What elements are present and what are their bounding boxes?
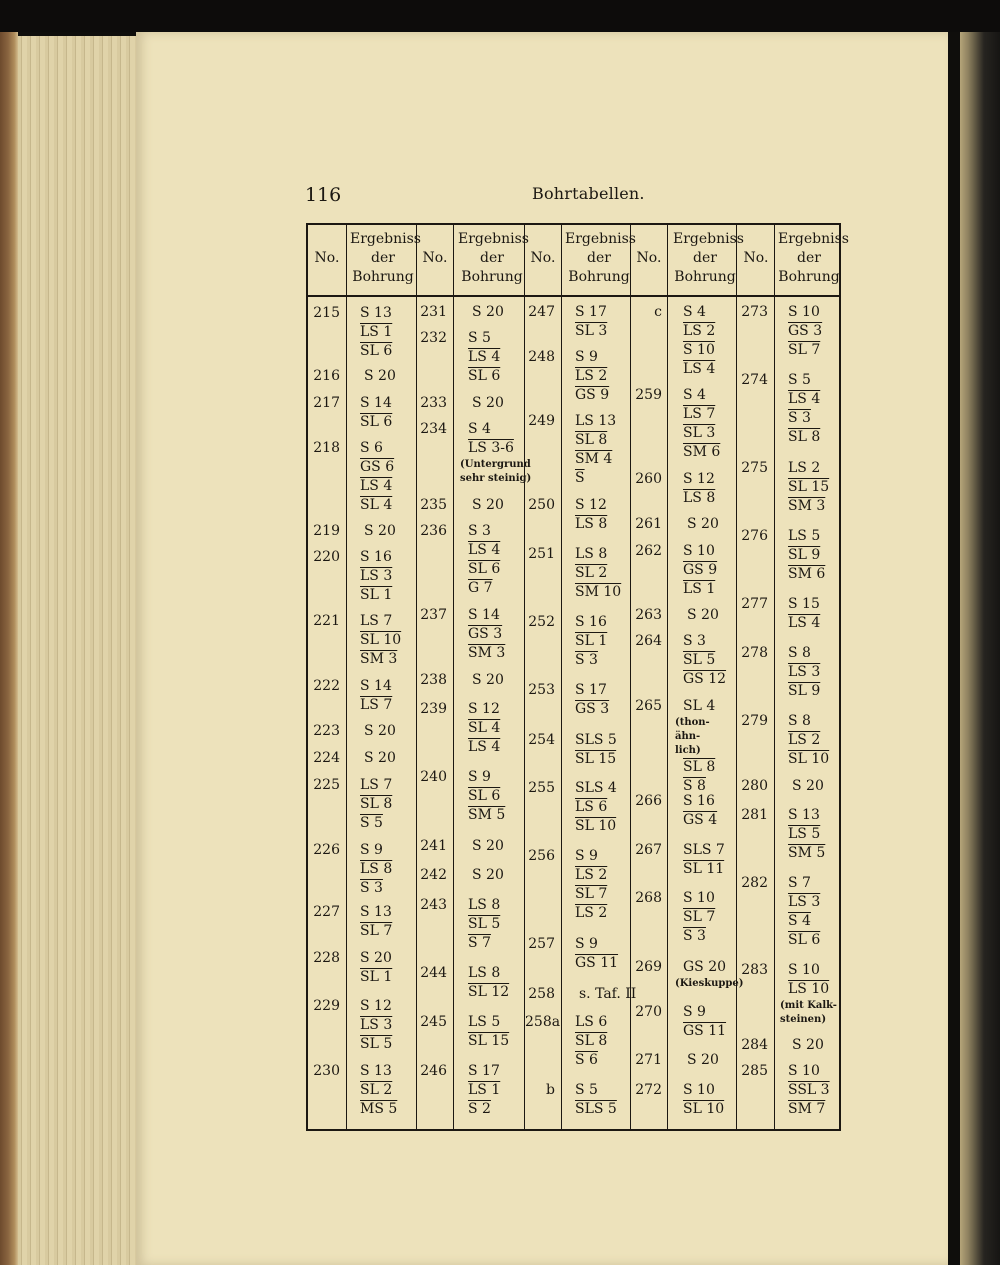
bore-number: 253	[528, 682, 555, 698]
stratum-entry: S 16	[575, 614, 607, 630]
bore-number: 254	[528, 732, 555, 748]
bore-number: 232	[420, 330, 447, 346]
stratum-entry: GS 3	[575, 701, 610, 717]
stratum-entry: GS 12	[683, 671, 727, 687]
column-rule	[453, 225, 454, 1129]
stratum-entry: $\overline{S}$	[575, 470, 585, 486]
stratum-entry: SM 5	[788, 845, 826, 861]
bore-number: 266	[635, 793, 662, 809]
stratum-entry: SM 5	[468, 807, 506, 823]
stratum-entry: sehr steinig)	[460, 473, 532, 484]
stratum-entry: S 20	[360, 950, 392, 966]
stratum-entry: S 20	[687, 607, 719, 623]
stratum-entry: SL 7	[683, 909, 716, 925]
bore-number: 216	[313, 368, 340, 384]
stratum-entry: SL 4	[683, 698, 716, 714]
bore-number: 243	[420, 897, 447, 913]
stratum-entry: S 5	[788, 372, 811, 388]
bore-number: 265	[635, 698, 662, 714]
bore-number: 236	[420, 523, 447, 539]
stratum-entry: S 10	[788, 304, 820, 320]
next-page-edge	[960, 32, 1000, 1265]
bore-number: 283	[741, 962, 768, 978]
header-result: der	[587, 250, 611, 266]
stratum-entry: LS 2	[575, 867, 608, 883]
stratum-entry: G 7	[468, 580, 493, 596]
stratum-entry: S 6	[575, 1052, 598, 1068]
stratum-entry: SL 5	[683, 652, 716, 668]
bore-number: 269	[635, 959, 662, 975]
bore-number: 227	[313, 904, 340, 920]
bore-number: 262	[635, 543, 662, 559]
stratum-entry: LS 3	[360, 1017, 393, 1033]
stratum-entry: S 20	[792, 778, 824, 794]
bore-number: 263	[635, 607, 662, 623]
stratum-entry: s. Taf. II	[579, 986, 637, 1002]
stratum-entry: SSL 3	[788, 1082, 830, 1098]
stratum-entry: GS 3	[468, 626, 503, 642]
bore-number: 223	[313, 723, 340, 739]
stratum-entry: S 12	[683, 471, 715, 487]
stratum-entry: SM 3	[360, 651, 398, 667]
header-result: der	[693, 250, 717, 266]
column-rule	[561, 225, 562, 1129]
bore-number: 256	[528, 848, 555, 864]
bore-number: 218	[313, 440, 340, 456]
stratum-entry: SLS 5	[575, 732, 617, 748]
stratum-entry: S 4	[468, 421, 491, 437]
stratum-entry: LS 7	[360, 777, 393, 793]
stratum-entry: S 14	[468, 607, 500, 623]
bore-number: 244	[420, 965, 447, 981]
header-result: Bohrung	[674, 269, 736, 285]
stratum-entry: SL 15	[575, 751, 617, 767]
stratum-entry: LS 2	[575, 368, 608, 384]
header-result: Bohrung	[778, 269, 840, 285]
stratum-entry: SM 4	[575, 451, 613, 467]
stratum-entry: LS 8	[468, 897, 501, 913]
stratum-entry: LS 4	[468, 349, 501, 365]
stratum-entry: SL 6	[360, 414, 393, 430]
bore-number: c	[654, 304, 662, 320]
stratum-entry: SL 1	[360, 969, 393, 985]
stratum-entry: SL 6	[468, 788, 501, 804]
stratum-entry: SL 5	[468, 916, 501, 932]
bore-number: 215	[313, 305, 340, 321]
stratum-entry: S 20	[472, 395, 504, 411]
stratum-entry: GS 3	[788, 323, 823, 339]
bore-number: 240	[420, 769, 447, 785]
header-result: Ergebniss	[458, 231, 529, 247]
stratum-entry: S 14	[360, 395, 392, 411]
bore-number: 248	[528, 349, 555, 365]
stratum-entry: S 9	[575, 936, 598, 952]
stratum-entry: SL 12	[468, 984, 510, 1000]
stratum-entry: S 12	[575, 497, 607, 513]
stratum-entry: GS 20	[683, 959, 727, 975]
stratum-entry: SL 4	[468, 720, 501, 736]
bore-number: 282	[741, 875, 768, 891]
bore-number: 229	[313, 998, 340, 1014]
stratum-entry: SL 8	[575, 432, 608, 448]
stratum-entry: S 4	[683, 387, 706, 403]
stratum-entry: ähn-	[675, 731, 701, 742]
stratum-entry: LS 2	[788, 732, 821, 748]
bore-number: 264	[635, 633, 662, 649]
stratum-entry: SM 10	[575, 584, 622, 600]
scan-top-strip	[0, 0, 1000, 32]
header-result: Ergebniss	[565, 231, 636, 247]
bore-number: 230	[313, 1063, 340, 1079]
stratum-entry: LS 6	[575, 799, 608, 815]
bore-number: 247	[528, 304, 555, 320]
stratum-entry: S 12	[360, 998, 392, 1014]
stratum-entry: S 14	[360, 678, 392, 694]
bore-number: 231	[420, 304, 447, 320]
header-result: Bohrung	[568, 269, 630, 285]
bore-number: b	[546, 1082, 555, 1098]
stratum-entry: S 13	[360, 305, 392, 321]
stratum-entry: LS 7	[360, 697, 393, 713]
bore-number: 220	[313, 549, 340, 565]
bore-number: 222	[313, 678, 340, 694]
header-result: Ergebniss	[673, 231, 744, 247]
stratum-entry: LS 1	[360, 324, 393, 340]
bore-number: 250	[528, 497, 555, 513]
stratum-entry: S 8	[683, 778, 706, 794]
stratum-entry: SL 8	[683, 759, 716, 775]
stratum-entry: S 13	[360, 1063, 392, 1079]
bore-number: 224	[313, 750, 340, 766]
bore-number: 278	[741, 645, 768, 661]
stratum-entry: LS 1	[683, 581, 716, 597]
stratum-entry: LS 7	[360, 613, 393, 629]
stratum-entry: S 7	[468, 935, 491, 951]
stratum-entry: S 12	[468, 701, 500, 717]
stratum-entry: SLS 7	[683, 842, 725, 858]
stratum-entry: S 16	[360, 549, 392, 565]
stratum-entry: S 3	[468, 523, 491, 539]
stratum-entry: SM 3	[468, 645, 506, 661]
stratum-entry: S 8	[788, 645, 811, 661]
bore-number: 258	[528, 986, 555, 1002]
stratum-entry: LS 2	[683, 323, 716, 339]
stratum-entry: S 7	[788, 875, 811, 891]
stratum-entry: SL 10	[575, 818, 617, 834]
stratum-entry: S 10	[683, 890, 715, 906]
header-result: Ergebniss	[350, 231, 421, 247]
stratum-entry: (mit Kalk-	[780, 1000, 837, 1011]
stratum-entry: S 3	[788, 410, 811, 426]
stratum-entry: S 20	[364, 368, 396, 384]
bore-number: 261	[635, 516, 662, 532]
bore-number: 285	[741, 1063, 768, 1079]
stratum-entry: SL 15	[788, 479, 830, 495]
stratum-entry: SLS 5	[575, 1101, 617, 1117]
stratum-entry: GS 4	[683, 812, 718, 828]
stratum-entry: S 20	[687, 1052, 719, 1068]
stratum-entry: LS 1	[468, 1082, 501, 1098]
bore-number: 246	[420, 1063, 447, 1079]
bore-number: 245	[420, 1014, 447, 1030]
bore-number: 239	[420, 701, 447, 717]
stratum-entry: LS 3-6	[468, 440, 514, 456]
stratum-entry: steinen)	[780, 1014, 827, 1025]
stratum-entry: S 9	[575, 349, 598, 365]
stratum-entry: SL 15	[468, 1033, 510, 1049]
bore-number: 281	[741, 807, 768, 823]
stratum-entry: (thon-	[675, 717, 710, 728]
stratum-entry: S 20	[364, 750, 396, 766]
stratum-entry: S 17	[575, 304, 607, 320]
stratum-entry: SL 5	[360, 1036, 393, 1052]
stratum-entry: GS 11	[683, 1023, 727, 1039]
stratum-entry: SL 2	[360, 1082, 393, 1098]
bore-number: 252	[528, 614, 555, 630]
stratum-entry: LS 4	[788, 391, 821, 407]
header-result: der	[480, 250, 504, 266]
stratum-entry: LS 8	[468, 965, 501, 981]
stratum-entry: S 10	[788, 962, 820, 978]
bore-number: 268	[635, 890, 662, 906]
stratum-entry: S 3	[683, 633, 706, 649]
stratum-entry: S 9	[468, 769, 491, 785]
stratum-entry: LS 3	[788, 894, 821, 910]
book-spine-edge	[0, 32, 18, 1265]
stratum-entry: LS 10	[788, 981, 830, 997]
bore-number: 249	[528, 413, 555, 429]
stratum-entry: (Untergrund	[460, 459, 531, 470]
stratum-entry: SL 6	[468, 368, 501, 384]
stratum-entry: S 4	[788, 913, 811, 929]
stratum-entry: S 10	[788, 1063, 820, 1079]
stratum-entry: GS 9	[683, 562, 718, 578]
bore-number: 219	[313, 523, 340, 539]
bore-number: 255	[528, 780, 555, 796]
bore-number: 228	[313, 950, 340, 966]
header-no: No.	[422, 250, 448, 266]
stratum-entry: GS 9	[575, 387, 610, 403]
stratum-entry: SL 8	[788, 429, 821, 445]
stratum-entry: S 13	[788, 807, 820, 823]
stratum-entry: SLS 4	[575, 780, 617, 796]
bore-number: 225	[313, 777, 340, 793]
stratum-entry: SL 7	[788, 342, 821, 358]
stratum-entry: SL 3	[683, 425, 716, 441]
stratum-entry: S 20	[364, 723, 396, 739]
bore-number: 217	[313, 395, 340, 411]
header-no: No.	[636, 250, 662, 266]
bore-number: 238	[420, 672, 447, 688]
stratum-entry: S 10	[683, 1082, 715, 1098]
stratum-entry: LS 5	[468, 1014, 501, 1030]
stratum-entry: GS 11	[575, 955, 619, 971]
bore-number: 234	[420, 421, 447, 437]
bore-number: 274	[741, 372, 768, 388]
stratum-entry: SM 6	[683, 444, 721, 460]
bore-number: 221	[313, 613, 340, 629]
stratum-entry: SM 3	[788, 498, 826, 514]
stratum-entry: SL 7	[575, 886, 608, 902]
stratum-entry: SL 8	[360, 796, 393, 812]
stratum-entry: SL 10	[683, 1101, 725, 1117]
stratum-entry: LS 4	[788, 615, 821, 631]
bore-number: 284	[741, 1037, 768, 1053]
stratum-entry: S 20	[687, 516, 719, 532]
stratum-entry: S 17	[468, 1063, 500, 1079]
bore-number: 241	[420, 838, 447, 854]
stratum-entry: S 13	[360, 904, 392, 920]
stratum-entry: SL 6	[468, 561, 501, 577]
stratum-entry: LS 7	[683, 406, 716, 422]
stratum-entry: LS 13	[575, 413, 617, 429]
stratum-entry: S 20	[472, 672, 504, 688]
column-rule	[346, 225, 347, 1129]
stratum-entry: LS 8	[360, 861, 393, 877]
stratum-entry: LS 4	[468, 739, 501, 755]
stratum-entry: S 3	[575, 652, 598, 668]
bore-number: 226	[313, 842, 340, 858]
bore-number: 279	[741, 713, 768, 729]
bore-number: 258a	[525, 1014, 561, 1030]
stratum-entry: SM 6	[788, 566, 826, 582]
stratum-entry: SL 4	[360, 497, 393, 513]
header-result: der	[371, 250, 395, 266]
bore-number: 242	[420, 867, 447, 883]
bore-number: 272	[635, 1082, 662, 1098]
stratum-entry: S 20	[472, 304, 504, 320]
stratum-entry: SL 10	[788, 751, 830, 767]
stratum-entry: S 8	[788, 713, 811, 729]
stratum-entry: SL 2	[575, 565, 608, 581]
stratum-entry: S 20	[472, 867, 504, 883]
stratum-entry: SL 7	[360, 923, 393, 939]
bore-number: 276	[741, 528, 768, 544]
bore-number: 257	[528, 936, 555, 952]
stratum-entry: SL 10	[360, 632, 402, 648]
page-stack	[18, 36, 136, 1265]
stratum-entry: LS 2	[788, 460, 821, 476]
header-no: No.	[743, 250, 769, 266]
stratum-entry: S 9	[683, 1004, 706, 1020]
stratum-entry: S 20	[472, 497, 504, 513]
stratum-entry: S 10	[683, 543, 715, 559]
bore-number: 271	[635, 1052, 662, 1068]
stratum-entry: SL 11	[683, 861, 725, 877]
stratum-entry: S 3	[360, 880, 383, 896]
stratum-entry: LS 5	[788, 528, 821, 544]
stratum-entry: S 20	[364, 523, 396, 539]
header-result: der	[797, 250, 821, 266]
running-head: Bohrtabellen.	[532, 184, 645, 203]
stratum-entry: SL 1	[575, 633, 608, 649]
bore-number: 251	[528, 546, 555, 562]
stratum-entry: SL 9	[788, 547, 821, 563]
bore-number: 270	[635, 1004, 662, 1020]
stratum-entry: LS 4	[468, 542, 501, 558]
stratum-entry: LS 4	[360, 478, 393, 494]
stratum-entry: LS 3	[360, 568, 393, 584]
stratum-entry: LS 4	[683, 361, 716, 377]
bore-number: 267	[635, 842, 662, 858]
stratum-entry: SL 9	[788, 683, 821, 699]
header-rule	[308, 295, 839, 297]
stratum-entry: S 6	[360, 440, 383, 456]
column-rule	[667, 225, 668, 1129]
stratum-entry: SL 8	[575, 1033, 608, 1049]
stratum-entry: lich)	[675, 745, 701, 756]
bore-number: 273	[741, 304, 768, 320]
stratum-entry: SL 6	[360, 343, 393, 359]
stratum-entry: LS 8	[575, 516, 608, 532]
header-result: Bohrung	[461, 269, 523, 285]
stratum-entry: S 3	[683, 928, 706, 944]
bore-number: 280	[741, 778, 768, 794]
stratum-entry: S 10	[683, 342, 715, 358]
bore-number: 259	[635, 387, 662, 403]
header-no: No.	[314, 250, 340, 266]
stratum-entry: S 5	[360, 815, 383, 831]
stratum-entry: SL 6	[788, 932, 821, 948]
stratum-entry: LS 5	[788, 826, 821, 842]
stratum-entry: SL 1	[360, 587, 393, 603]
stratum-entry: S 20	[472, 838, 504, 854]
bore-number: 233	[420, 395, 447, 411]
bore-number: 237	[420, 607, 447, 623]
page-number: 116	[305, 184, 342, 206]
stratum-entry: S 15	[788, 596, 820, 612]
bore-number: 277	[741, 596, 768, 612]
header-result: Bohrung	[352, 269, 414, 285]
stratum-entry: S 2	[468, 1101, 491, 1117]
stratum-entry: S 20	[792, 1037, 824, 1053]
stratum-entry: S 17	[575, 682, 607, 698]
stratum-entry: S 5	[575, 1082, 598, 1098]
stratum-entry: S 9	[360, 842, 383, 858]
bore-number: 235	[420, 497, 447, 513]
header-no: No.	[530, 250, 556, 266]
column-rule	[774, 225, 775, 1129]
stratum-entry: LS 8	[575, 546, 608, 562]
stratum-entry: S 5	[468, 330, 491, 346]
stratum-entry: SM 7	[788, 1101, 826, 1117]
stratum-entry: LS 2	[575, 905, 608, 921]
stratum-entry: LS 8	[683, 490, 716, 506]
bore-number: 275	[741, 460, 768, 476]
stratum-entry: LS 6	[575, 1014, 608, 1030]
header-result: Ergebniss	[778, 231, 849, 247]
stratum-entry: SL 3	[575, 323, 608, 339]
stratum-entry: S 16	[683, 793, 715, 809]
stratum-entry: (Kieskuppe)	[675, 978, 744, 989]
bore-number: 260	[635, 471, 662, 487]
column-rule	[736, 225, 737, 1129]
boring-table	[306, 223, 849, 1131]
stratum-entry: LS 3	[788, 664, 821, 680]
stratum-entry: S 9	[575, 848, 598, 864]
stratum-entry: MS 5	[360, 1101, 398, 1117]
stratum-entry: S 4	[683, 304, 706, 320]
stratum-entry: GS 6	[360, 459, 395, 475]
